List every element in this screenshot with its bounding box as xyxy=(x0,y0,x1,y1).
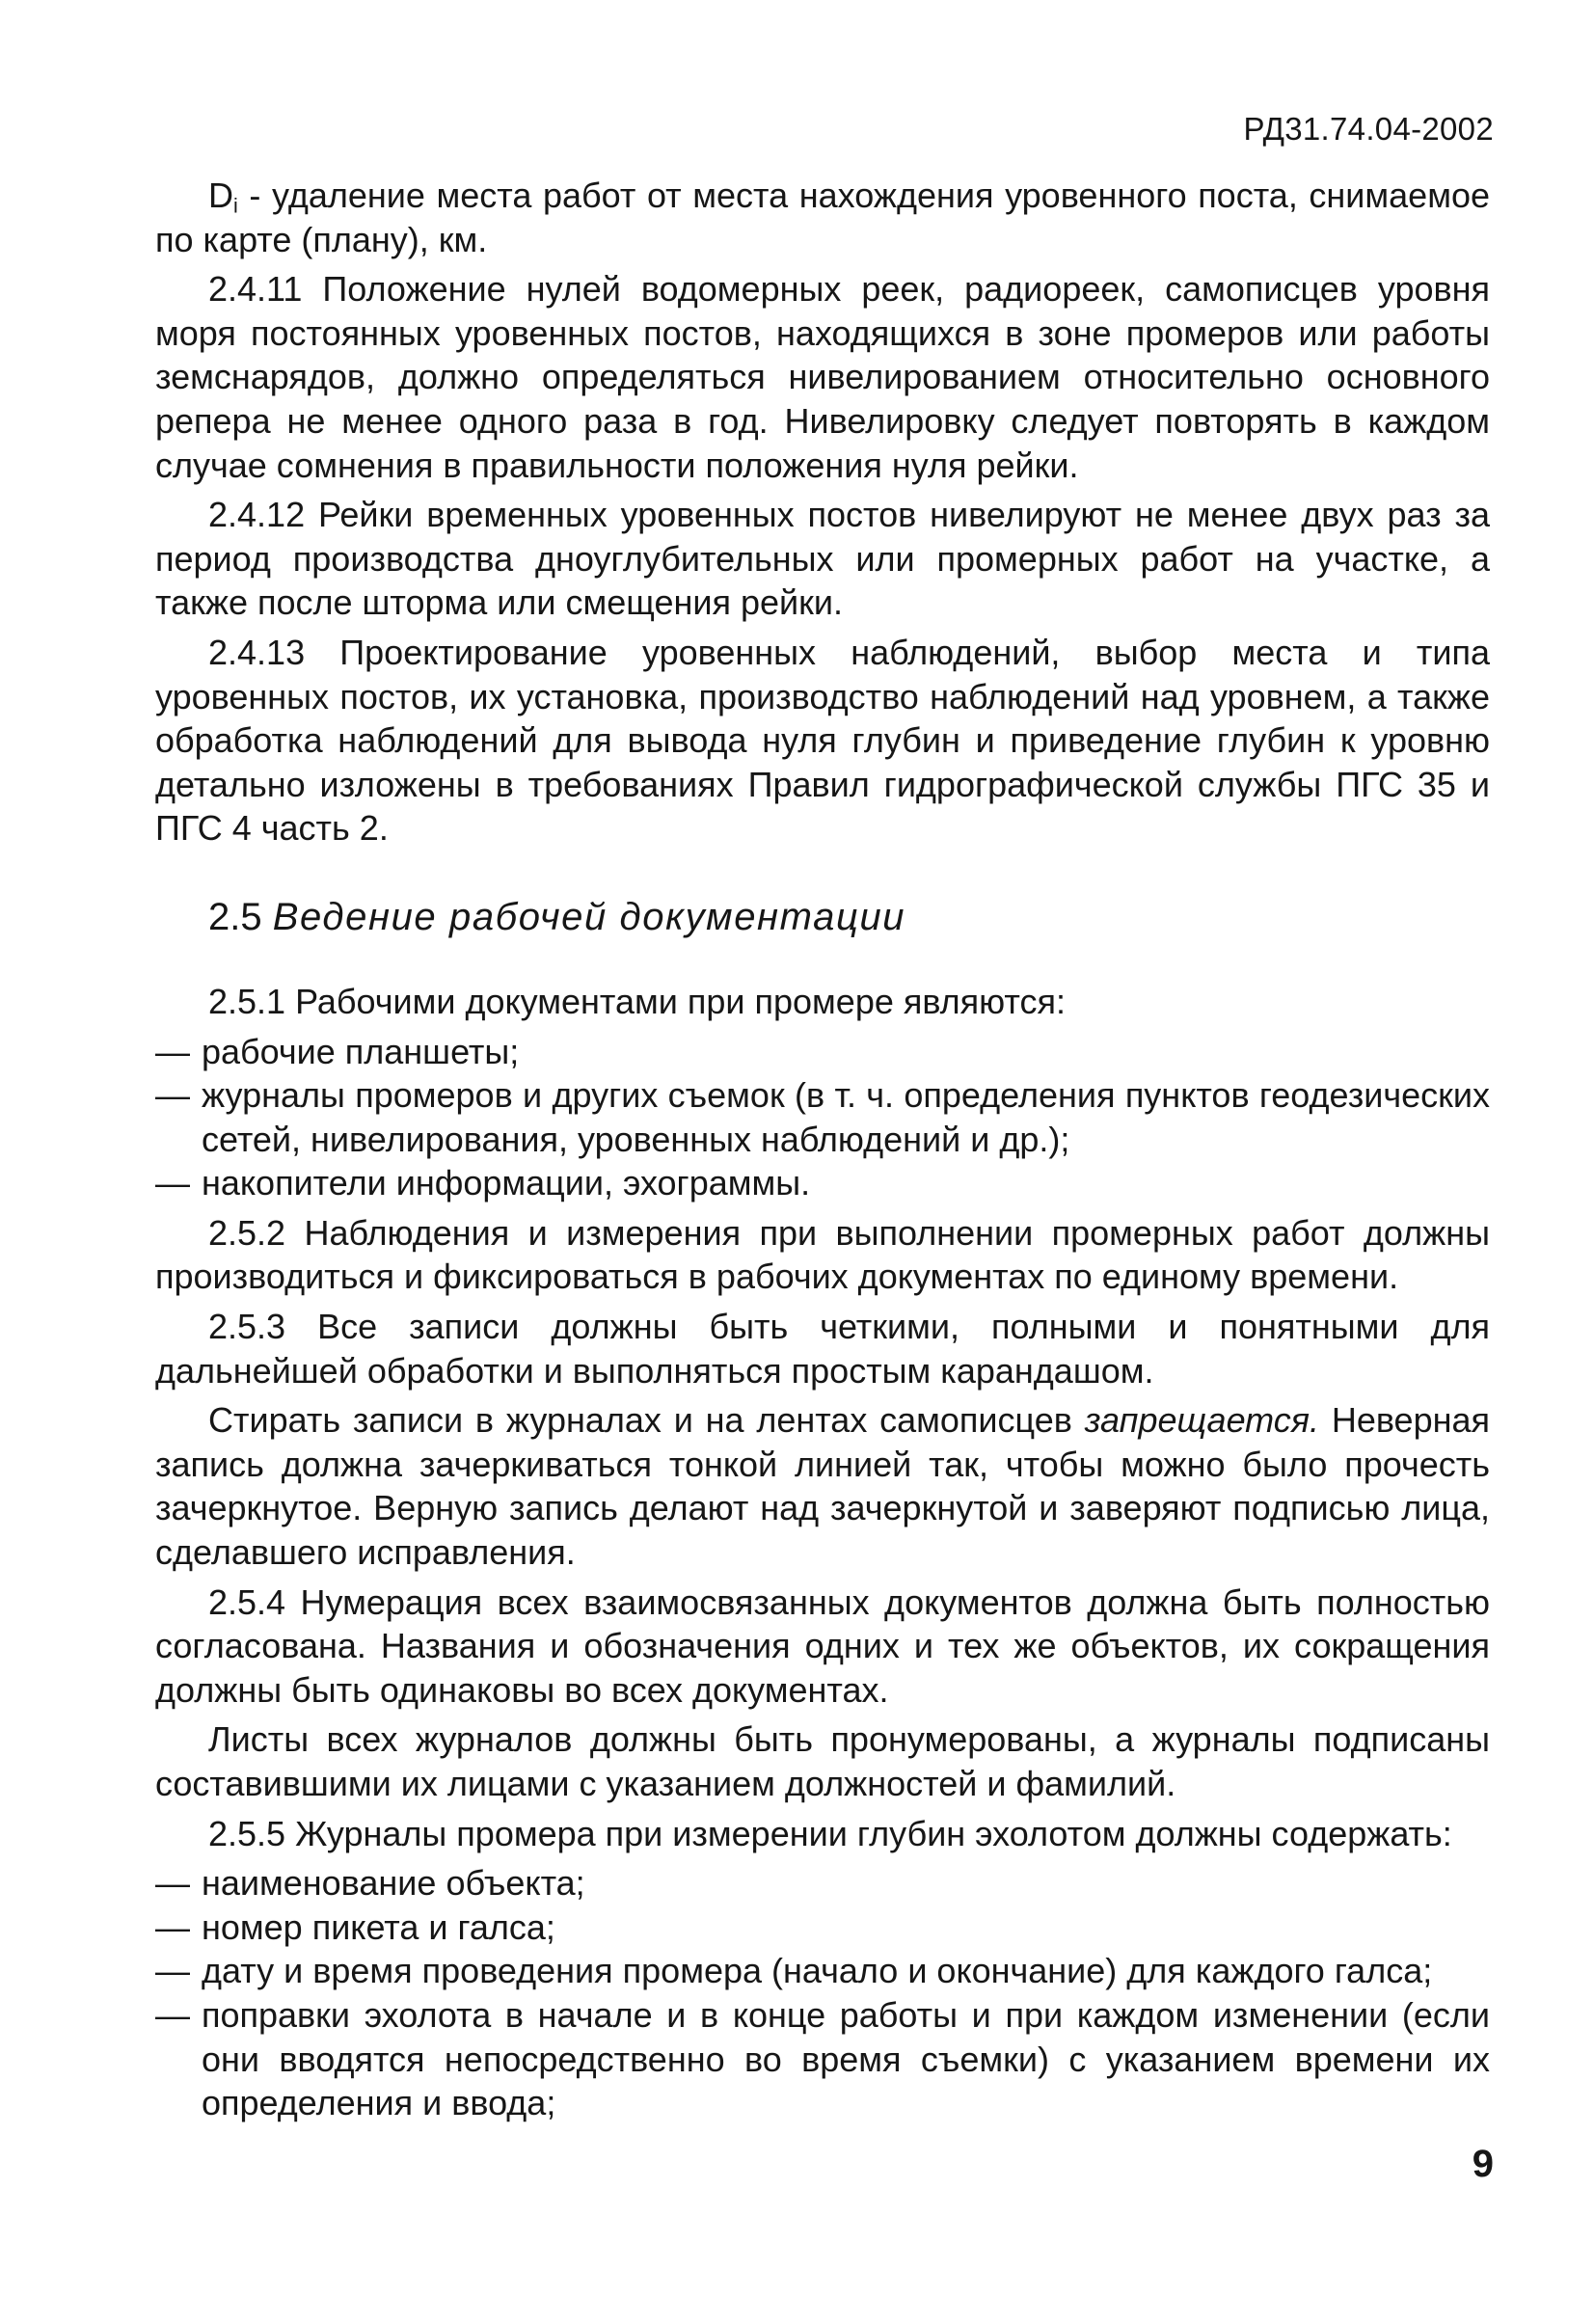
erase-text-after: Неверная запись должна зачеркиваться тонкой линией так, чтобы можно было прочесть зачеркнутое. Верную запись делают над зачеркнутой и заверяют подписью лица, сделавшего исправления. xyxy=(155,1400,1490,1573)
list-working-documents xyxy=(155,1030,1490,1205)
section-heading-2-5 xyxy=(208,893,1490,941)
paragraph-2-5-5: 2.5.5 Журналы промера при измерении глубин эхолотом должны содержать: xyxy=(208,1813,1452,1853)
list-item-date-time: — дату и время проведения промера (начало и окончание) для каждого галса; xyxy=(155,1949,1490,1993)
list-journal-contents xyxy=(155,1861,1490,2125)
paragraph-2-4-13: 2.4.13 Проектирование уровенных наблюдений, выбор места и типа уровенных постов, их установка, производство наблюдений над уровнем, а также обработка наблюдений для вывода нуля глубин и приведение глубин к уровню детально изложены в требованиях Правил гидрографической службы ПГС 35 и ПГС 4 часть 2. xyxy=(155,632,1490,849)
erase-text-before: Стирать записи в журналах и на лентах самописцев xyxy=(208,1400,1085,1441)
paragraph-2-5-3: 2.5.3 Все записи должны быть четкими, полными и понятными для дальнейшей обработки и выполняться простым карандашом. xyxy=(155,1307,1490,1391)
di-definition-text: - удаление места работ от места нахождения уровенного поста, снимаемое по карте (плану), км. xyxy=(155,176,1490,259)
document-code: РД31.74.04-2002 xyxy=(1243,111,1494,147)
list-item-data-storage: — накопители информации, эхограммы. xyxy=(155,1161,1490,1205)
list-item-echosounder-corrections: — поправки эхолота в начале и в конце работы и при каждом изменении (если они вводятся непосредственно во время съемки) с указанием времени их определения и ввода; xyxy=(155,1993,1490,2125)
paragraph-2-4-11: 2.4.11 Положение нулей водомерных реек, радиореек, самописцев уровня моря постоянных уровенных постов, находящихся в зоне промеров или работы земснарядов, должно определяться нивелированием относительно основного репера не менее одного раза в год. Нивелировку следует повторять в каждом случае сомнения в правильности положения нуля рейки. xyxy=(155,269,1490,485)
paragraph-2-4-12: 2.4.12 Рейки временных уровенных постов нивелируют не менее двух раз за период производства дноуглубительных или промерных работ на участке, а также после шторма или смещения рейки. xyxy=(155,495,1490,623)
page-content xyxy=(155,174,1490,2131)
list-item-object-name: — наименование объекта; xyxy=(155,1861,1490,1905)
paragraph-journal-sheets: Листы всех журналов должны быть пронумерованы, а журналы подписаны составившими их лицами с указанием должностей и фамилий. xyxy=(155,1719,1490,1803)
list-item-survey-journals: — журналы промеров и других съемок (в т. ч. определения пунктов геодезических сетей, нивелирования, уровенных наблюдений и др.); xyxy=(155,1073,1490,1161)
paragraph-2-5-1: 2.5.1 Рабочими документами при промере являются: xyxy=(208,981,1066,1021)
section-number: 2.5 xyxy=(208,895,262,938)
paragraph-erase-prohibited xyxy=(155,1398,1490,1574)
section-title: Ведение рабочей документации xyxy=(272,895,906,938)
paragraph-2-5-2: 2.5.2 Наблюдения и измерения при выполнении промерных работ должны производиться и фиксироваться в рабочих документах по единому времени. xyxy=(155,1212,1490,1297)
di-symbol: D xyxy=(208,176,233,215)
paragraph-2-5-4: 2.5.4 Нумерация всех взаимосвязанных документов должна быть полностью согласована. Названия и обозначения одних и тех же объектов, их сокращения должны быть одинаковы во всех документах. xyxy=(155,1581,1490,1710)
erase-emphasis: запрещается. xyxy=(1084,1400,1320,1441)
di-subscript: i xyxy=(233,193,238,218)
list-item-picket-number: — номер пикета и галса; xyxy=(155,1905,1490,1950)
paragraph-di-definition xyxy=(155,174,1490,261)
page-number: 9 xyxy=(1472,2143,1494,2185)
list-item-working-planshets: — рабочие планшеты; xyxy=(155,1030,1490,1074)
